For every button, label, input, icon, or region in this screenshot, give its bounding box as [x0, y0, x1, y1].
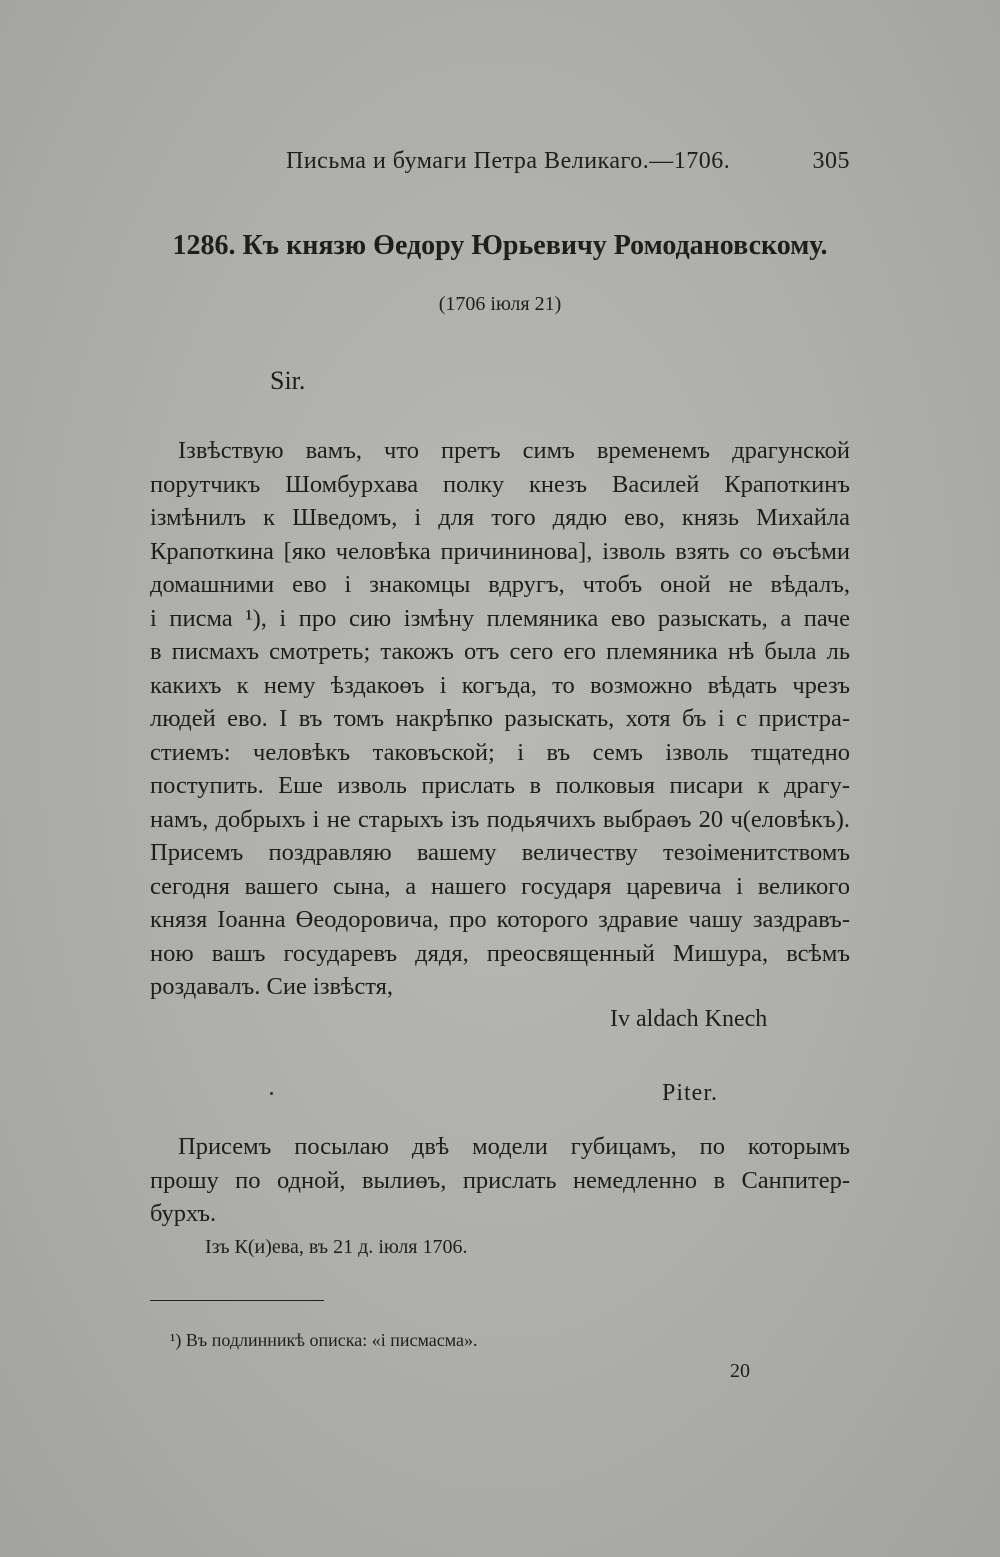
body-line: сегодня вашего сына, а нашего государя царевича і великого	[150, 872, 850, 900]
body-line: стиемъ: человѣкъ таковъской; і въ семъ ізволь тщатедно	[150, 738, 850, 766]
page-number: 305	[812, 148, 850, 174]
sheet-number: 20	[730, 1360, 750, 1382]
footnote-rule	[150, 1300, 324, 1301]
signature: Iv aldach Knech	[610, 1006, 768, 1032]
body-line: Присемъ поздравляю вашему величеству тезоіменитствомъ	[150, 839, 850, 866]
body-line: Ізвѣствую вамъ, что претъ симъ временемъ драгунской	[178, 437, 850, 464]
salutation: Sir.	[270, 366, 306, 395]
body-line: ізмѣнилъ к Шведомъ, і для того дядю ево, князь Михайла	[150, 504, 850, 531]
body-line: намъ, добрыхъ і не старыхъ ізъ подьячихъ выбраөъ 20 ч(еловѣкъ).	[150, 805, 850, 833]
postscript	[150, 1130, 850, 1231]
letter-date: (1706 іюля 21)	[438, 293, 562, 315]
body-line: поступить. Еше изволь прислать в полковыя писари к драгу-	[150, 772, 850, 799]
body-line: і писма ¹), і про сию ізмѣну племяника ево разыскать, а паче	[150, 604, 850, 632]
running-header	[286, 148, 850, 184]
body-line: в писмахъ смотреть; такожъ отъ сего его племяника нѣ была ль	[150, 638, 850, 665]
body-line: домашними ево і знакомцы вдругъ, чтобъ оной не вѣдалъ,	[150, 571, 850, 598]
place-date: Ізъ К(и)ева, въ 21 д. іюля 1706.	[205, 1236, 468, 1258]
postscript-line: Присемъ посылаю двѣ модели губицамъ, по которымъ	[178, 1133, 850, 1160]
letter-body	[150, 434, 850, 1004]
footnote	[170, 1330, 478, 1351]
footnote-marker: ¹)	[170, 1330, 182, 1350]
body-line: ною вашъ государевъ дядя, преосвященный Мишура, всѣмъ	[150, 939, 850, 967]
body-line: князя Іоанна Өеодоровича, про которого здравие чашу заздравъ-	[150, 906, 850, 933]
signer-name: Piter.	[662, 1080, 719, 1106]
letter-title: 1286. Къ князю Өедору Юрьевичу Ромодановскому.	[172, 230, 828, 261]
body-line: какихъ к нему ѣздакоөъ і когъда, то возможно вѣдать чрезъ	[150, 671, 850, 699]
body-line: людей ево. І въ томъ накрѣпко разыскать, хотя бъ і с пристра-	[150, 705, 850, 732]
body-line: роздавалъ. Сие ізвѣстя,	[150, 973, 394, 1000]
running-title: Письма и бумаги Петра Великаго.—1706.	[286, 148, 731, 174]
postscript-line: бурхъ.	[150, 1200, 217, 1227]
body-line: порутчикъ Шомбурхава полку кнезъ Василей Крапоткинъ	[150, 470, 850, 498]
body-line: Крапоткина [яко человѣка причининова], ізволь взять со өъсѣми	[150, 537, 850, 565]
stray-dot	[270, 1092, 273, 1095]
postscript-line: прошу по одной, вылиөъ, прислать немедленно в Санпитер-	[150, 1166, 850, 1194]
footnote-text: Въ подлинникѣ описка: «і писмасма».	[185, 1330, 478, 1350]
